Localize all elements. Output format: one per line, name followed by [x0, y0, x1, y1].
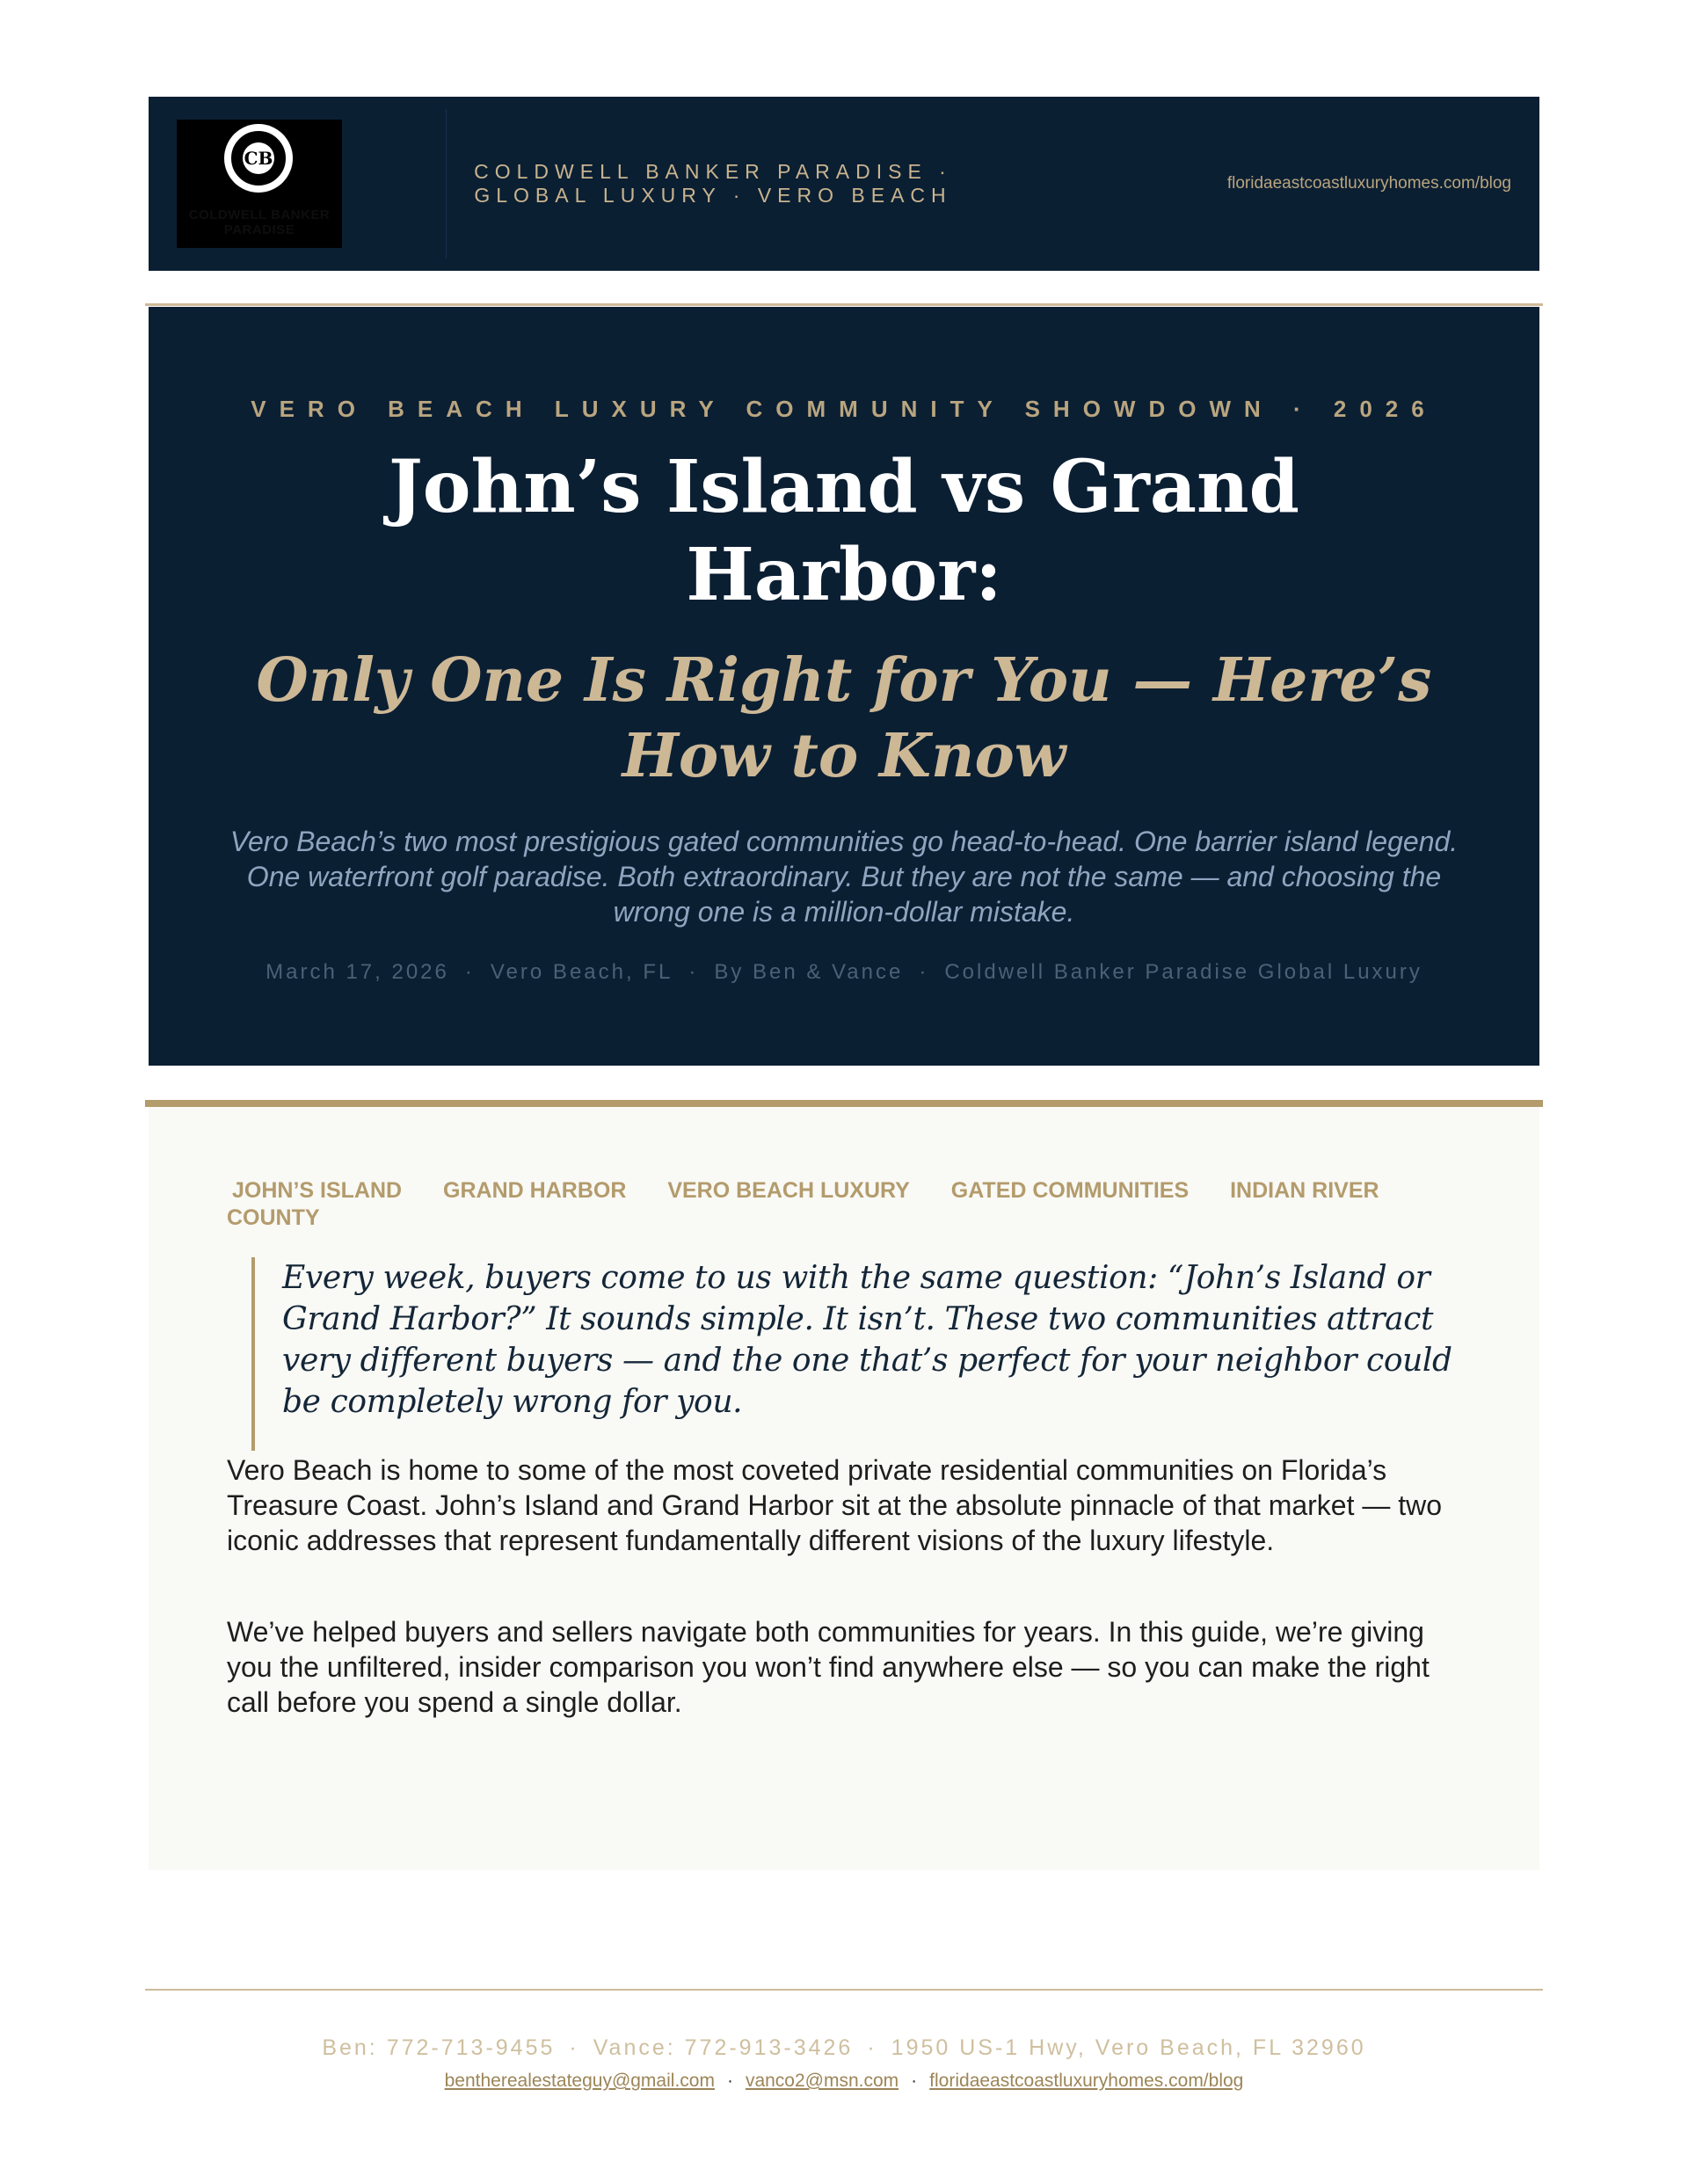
article-body — [149, 1107, 1539, 1870]
tag-johns-island[interactable]: JOHN’S ISLAND — [232, 1178, 403, 1203]
meta-author: By Ben & Vance — [714, 960, 904, 984]
logo-monogram: CB — [243, 142, 274, 174]
site-header — [149, 97, 1539, 271]
logo-wordmark: COLDWELL BANKER PARADISE — [188, 207, 331, 237]
meta-brokerage: Coldwell Banker Paradise Global Luxury — [944, 960, 1422, 984]
header-title: COLDWELL BANKER PARADISE · GLOBAL LUXURY · VERO BEACH — [474, 160, 952, 207]
header-divider — [446, 109, 447, 258]
tag-list — [227, 1177, 1475, 1232]
body-paragraph: We’ve helped buyers and sellers navigate both communities for years. In this guide, we’re giving you the unfiltered, insider comparison you won’t find anywhere else — so you can make the right call before you spend a single dollar. — [227, 1616, 1430, 1718]
hero-top-rule — [145, 303, 1543, 306]
tag-gated-communities[interactable]: GATED COMMUNITIES — [950, 1178, 1190, 1203]
article-meta: March 17, 2026 · Vero Beach, FL · By Ben & Vance · Coldwell Banker Paradise Global Luxury — [266, 960, 1422, 984]
hero-kicker: VERO BEACH LUXURY COMMUNITY SHOWDOWN · 2026 — [251, 396, 1437, 422]
article-title: John’s Island vs Grand Harbor: — [389, 445, 1299, 617]
body-top-rule — [145, 1100, 1543, 1107]
footer-links: bentherealestateguy@gmail.com · vanco2@msn.com · floridaeastcoastluxuryhomes.com/blog — [444, 2071, 1244, 2091]
coldwell-banker-logo[interactable] — [177, 120, 342, 248]
tag-indian-river-county[interactable]: INDIAN RIVER COUNTY — [227, 1178, 1379, 1230]
footer-contact: Ben: 772-713-9455 · Vance: 772-913-3426 · 1950 US-1 Hwy, Vero Beach, FL 32960 — [322, 2035, 1366, 2060]
email-ben-link[interactable]: bentherealestateguy@gmail.com — [444, 2071, 715, 2091]
pull-quote — [251, 1257, 1482, 1451]
website-link[interactable]: floridaeastcoastluxuryhomes.com/blog — [929, 2071, 1244, 2091]
header-url-link[interactable]: floridaeastcoastluxuryhomes.com/blog — [1226, 174, 1511, 193]
article-subtitle: Only One Is Right for You — Here’s How to Know — [256, 645, 1432, 791]
body-paragraph: Vero Beach is home to some of the most coveted private residential communities on Florida’s Treasure Coast. John’s Island and Grand Harbor sit at the absolute pinnacle of that market — two iconic addresses that represent fundamentally different visions of the luxury lifestyle. — [227, 1454, 1443, 1556]
footer-rule — [145, 1989, 1543, 1991]
pull-quote-text: Every week, buyers come to us with the same question: “John’s Island or Grand Harbor?” It sounds simple. It isn’t. These two communities attract very different buyers — and the one that’s perfect for your neighbor could be completely wrong for you. — [282, 1260, 1452, 1420]
hero-banner — [149, 307, 1539, 1066]
ben-phone[interactable]: Ben: 772-713-9455 — [322, 2035, 556, 2060]
meta-date: March 17, 2026 — [266, 960, 449, 984]
article-lede: Vero Beach’s two most prestigious gated communities go head-to-head. One barrier island legend. One waterfront golf paradise. Both extraordinary. But they are not the same — and choosing the wrong one is a million-dollar mistake. — [229, 826, 1459, 928]
vance-phone[interactable]: Vance: 772-913-3426 — [593, 2035, 854, 2060]
tag-vero-beach-luxury[interactable]: VERO BEACH LUXURY — [667, 1178, 910, 1203]
logo-seal-icon — [224, 124, 293, 193]
email-vance-link[interactable]: vanco2@msn.com — [745, 2071, 899, 2091]
office-address: 1950 US-1 Hwy, Vero Beach, FL 32960 — [891, 2035, 1366, 2060]
meta-location: Vero Beach, FL — [490, 960, 673, 984]
tag-grand-harbor[interactable]: GRAND HARBOR — [443, 1178, 627, 1203]
